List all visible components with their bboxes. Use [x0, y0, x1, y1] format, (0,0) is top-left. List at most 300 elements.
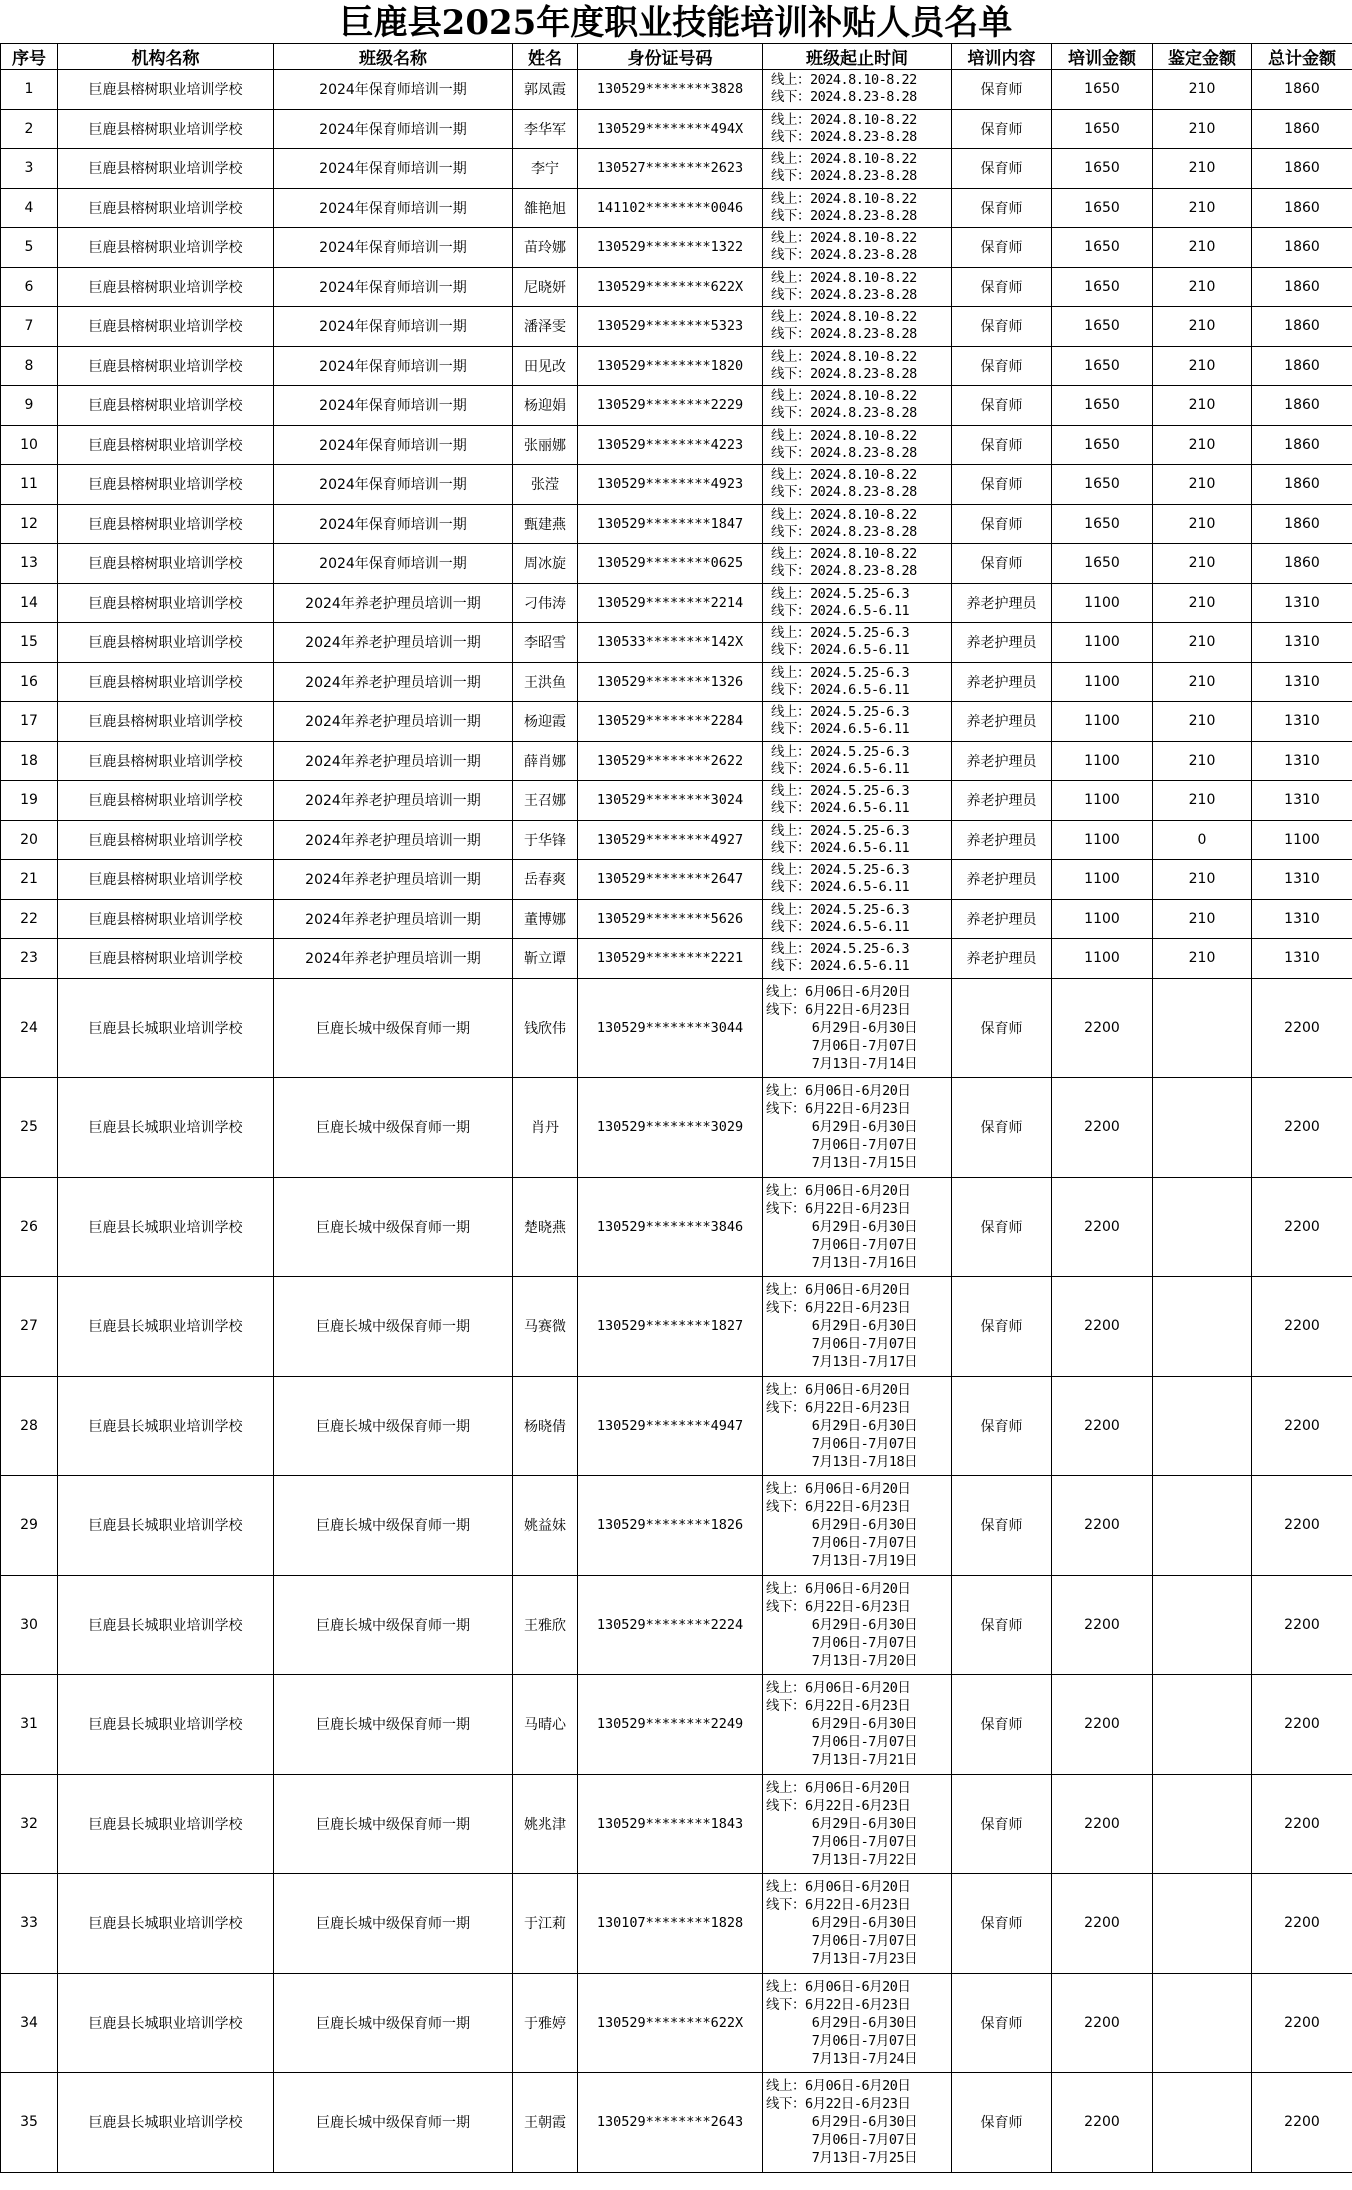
row-number: 9 [1, 386, 58, 426]
row-number: 7 [1, 307, 58, 347]
training-amount: 2200 [1052, 1774, 1153, 1874]
training-amount: 1650 [1052, 109, 1153, 149]
training-amount: 1100 [1052, 662, 1153, 702]
total-amount: 1860 [1252, 109, 1352, 149]
class-period: 线上：6月06日-6月20日 线下：6月22日-6月23日 6月29日-6月30日 7月06日-7月07日 7月13日-7月21日 [763, 1675, 952, 1775]
institution-name: 巨鹿县榕树职业培训学校 [58, 623, 274, 663]
id-number: 130529********2622 [578, 741, 763, 781]
class-period: 线上：2024.8.10-8.22 线下：2024.8.23-8.28 [763, 544, 952, 584]
total-amount: 1860 [1252, 504, 1352, 544]
row-number: 6 [1, 267, 58, 307]
table-row [1, 386, 1352, 426]
appraisal-amount: 210 [1153, 149, 1252, 189]
row-number: 31 [1, 1675, 58, 1775]
total-amount: 1860 [1252, 70, 1352, 110]
appraisal-amount: 210 [1153, 188, 1252, 228]
appraisal-amount: 210 [1153, 465, 1252, 505]
table-row [1, 899, 1352, 939]
appraisal-amount: 210 [1153, 741, 1252, 781]
appraisal-amount: 210 [1153, 70, 1252, 110]
training-amount: 1650 [1052, 228, 1153, 268]
training-content: 保育师 [952, 1177, 1052, 1277]
class-name: 2024年保育师培训一期 [274, 70, 513, 110]
col-header-org: 机构名称 [58, 44, 274, 70]
training-amount: 2200 [1052, 978, 1153, 1078]
training-content: 养老护理员 [952, 860, 1052, 900]
table-row [1, 583, 1352, 623]
training-amount: 1650 [1052, 188, 1153, 228]
appraisal-amount [1153, 1973, 1252, 2073]
class-name: 2024年养老护理员培训一期 [274, 820, 513, 860]
class-name: 2024年保育师培训一期 [274, 544, 513, 584]
class-period: 线上：6月06日-6月20日 线下：6月22日-6月23日 6月29日-6月30日 7月06日-7月07日 7月13日-7月14日 [763, 978, 952, 1078]
training-content: 保育师 [952, 267, 1052, 307]
col-header-no: 序号 [1, 44, 58, 70]
training-amount: 2200 [1052, 1973, 1153, 2073]
total-amount: 1100 [1252, 820, 1352, 860]
training-content: 保育师 [952, 978, 1052, 1078]
total-amount: 1310 [1252, 939, 1352, 979]
table-row [1, 1277, 1352, 1377]
trainee-name: 李宁 [513, 149, 578, 189]
row-number: 5 [1, 228, 58, 268]
row-number: 34 [1, 1973, 58, 2073]
total-amount: 2200 [1252, 1476, 1352, 1576]
appraisal-amount [1153, 1177, 1252, 1277]
class-name: 2024年养老护理员培训一期 [274, 860, 513, 900]
training-content: 养老护理员 [952, 583, 1052, 623]
training-content: 保育师 [952, 307, 1052, 347]
class-period: 线上：6月06日-6月20日 线下：6月22日-6月23日 6月29日-6月30日 7月06日-7月07日 7月13日-7月17日 [763, 1277, 952, 1377]
trainee-name: 郭凤霞 [513, 70, 578, 110]
class-period: 线上：6月06日-6月20日 线下：6月22日-6月23日 6月29日-6月30日 7月06日-7月07日 7月13日-7月24日 [763, 1973, 952, 2073]
training-amount: 2200 [1052, 1277, 1153, 1377]
institution-name: 巨鹿县榕树职业培训学校 [58, 860, 274, 900]
trainee-name: 雒艳旭 [513, 188, 578, 228]
training-content: 保育师 [952, 1376, 1052, 1476]
table-row [1, 1874, 1352, 1974]
id-number: 141102********0046 [578, 188, 763, 228]
class-period: 线上：2024.5.25-6.3 线下：2024.6.5-6.11 [763, 860, 952, 900]
row-number: 22 [1, 899, 58, 939]
appraisal-amount: 210 [1153, 860, 1252, 900]
training-amount: 1650 [1052, 465, 1153, 505]
total-amount: 1860 [1252, 465, 1352, 505]
training-content: 养老护理员 [952, 781, 1052, 821]
class-period: 线上：6月06日-6月20日 线下：6月22日-6月23日 6月29日-6月30日 7月06日-7月07日 7月13日-7月18日 [763, 1376, 952, 1476]
training-content: 保育师 [952, 1078, 1052, 1178]
training-amount: 2200 [1052, 1575, 1153, 1675]
class-period: 线上：2024.8.10-8.22 线下：2024.8.23-8.28 [763, 149, 952, 189]
institution-name: 巨鹿县长城职业培训学校 [58, 1675, 274, 1775]
institution-name: 巨鹿县榕树职业培训学校 [58, 544, 274, 584]
institution-name: 巨鹿县榕树职业培训学校 [58, 702, 274, 742]
class-period: 线上：2024.5.25-6.3 线下：2024.6.5-6.11 [763, 741, 952, 781]
training-content: 保育师 [952, 188, 1052, 228]
training-amount: 1100 [1052, 583, 1153, 623]
col-header-class: 班级名称 [274, 44, 513, 70]
trainee-name: 田见改 [513, 346, 578, 386]
trainee-name: 马晴心 [513, 1675, 578, 1775]
total-amount: 1310 [1252, 662, 1352, 702]
id-number: 130107********1828 [578, 1874, 763, 1974]
total-amount: 1860 [1252, 386, 1352, 426]
training-content: 保育师 [952, 504, 1052, 544]
row-number: 19 [1, 781, 58, 821]
id-number: 130529********2221 [578, 939, 763, 979]
class-name: 巨鹿长城中级保育师一期 [274, 1078, 513, 1178]
table-header-row [1, 44, 1352, 70]
row-number: 12 [1, 504, 58, 544]
table-row [1, 1973, 1352, 2073]
class-name: 巨鹿长城中级保育师一期 [274, 1675, 513, 1775]
id-number: 130529********2647 [578, 860, 763, 900]
id-number: 130529********1827 [578, 1277, 763, 1377]
institution-name: 巨鹿县榕树职业培训学校 [58, 267, 274, 307]
id-number: 130529********3846 [578, 1177, 763, 1277]
id-number: 130529********622X [578, 267, 763, 307]
table-row [1, 70, 1352, 110]
institution-name: 巨鹿县榕树职业培训学校 [58, 939, 274, 979]
appraisal-amount: 210 [1153, 544, 1252, 584]
total-amount: 1310 [1252, 781, 1352, 821]
id-number: 130529********2224 [578, 1575, 763, 1675]
trainee-name: 钱欣伟 [513, 978, 578, 1078]
id-number: 130529********5626 [578, 899, 763, 939]
total-amount: 2200 [1252, 1376, 1352, 1476]
training-amount: 1100 [1052, 820, 1153, 860]
training-content: 保育师 [952, 346, 1052, 386]
col-header-period: 班级起止时间 [763, 44, 952, 70]
trainee-name: 李昭雪 [513, 623, 578, 663]
appraisal-amount: 210 [1153, 702, 1252, 742]
training-amount: 1650 [1052, 386, 1153, 426]
col-header-training-amount: 培训金额 [1052, 44, 1153, 70]
trainee-name: 于华锋 [513, 820, 578, 860]
table-row [1, 978, 1352, 1078]
training-amount: 1100 [1052, 702, 1153, 742]
table-row [1, 2073, 1352, 2173]
training-content: 保育师 [952, 425, 1052, 465]
table-row [1, 188, 1352, 228]
class-period: 线上：2024.8.10-8.22 线下：2024.8.23-8.28 [763, 109, 952, 149]
appraisal-amount: 210 [1153, 425, 1252, 465]
training-content: 保育师 [952, 1476, 1052, 1576]
class-name: 巨鹿长城中级保育师一期 [274, 1177, 513, 1277]
table-row [1, 702, 1352, 742]
class-name: 巨鹿长城中级保育师一期 [274, 2073, 513, 2173]
total-amount: 1860 [1252, 425, 1352, 465]
id-number: 130529********2214 [578, 583, 763, 623]
appraisal-amount [1153, 1874, 1252, 1974]
institution-name: 巨鹿县长城职业培训学校 [58, 1376, 274, 1476]
id-number: 130529********622X [578, 1973, 763, 2073]
total-amount: 1310 [1252, 860, 1352, 900]
class-period: 线上：6月06日-6月20日 线下：6月22日-6月23日 6月29日-6月30日 7月06日-7月07日 7月13日-7月15日 [763, 1078, 952, 1178]
total-amount: 1860 [1252, 544, 1352, 584]
institution-name: 巨鹿县榕树职业培训学校 [58, 70, 274, 110]
table-row [1, 1476, 1352, 1576]
appraisal-amount: 210 [1153, 346, 1252, 386]
row-number: 13 [1, 544, 58, 584]
class-name: 巨鹿长城中级保育师一期 [274, 1376, 513, 1476]
appraisal-amount: 210 [1153, 583, 1252, 623]
total-amount: 1860 [1252, 346, 1352, 386]
training-content: 保育师 [952, 1874, 1052, 1974]
training-amount: 1650 [1052, 70, 1153, 110]
institution-name: 巨鹿县榕树职业培训学校 [58, 741, 274, 781]
institution-name: 巨鹿县长城职业培训学校 [58, 1575, 274, 1675]
class-name: 2024年养老护理员培训一期 [274, 662, 513, 702]
row-number: 25 [1, 1078, 58, 1178]
appraisal-amount: 210 [1153, 109, 1252, 149]
total-amount: 1310 [1252, 899, 1352, 939]
table-row [1, 425, 1352, 465]
total-amount: 1310 [1252, 741, 1352, 781]
appraisal-amount: 210 [1153, 662, 1252, 702]
class-period: 线上：2024.5.25-6.3 线下：2024.6.5-6.11 [763, 702, 952, 742]
table-row [1, 465, 1352, 505]
col-header-appraisal-amount: 鉴定金额 [1153, 44, 1252, 70]
table-row [1, 623, 1352, 663]
id-number: 130529********1847 [578, 504, 763, 544]
class-name: 2024年保育师培训一期 [274, 504, 513, 544]
total-amount: 1860 [1252, 188, 1352, 228]
row-number: 35 [1, 2073, 58, 2173]
total-amount: 2200 [1252, 1277, 1352, 1377]
institution-name: 巨鹿县长城职业培训学校 [58, 978, 274, 1078]
trainee-name: 薛肖娜 [513, 741, 578, 781]
training-content: 保育师 [952, 544, 1052, 584]
trainee-name: 杨迎娟 [513, 386, 578, 426]
trainee-name: 王朝霞 [513, 2073, 578, 2173]
training-content: 保育师 [952, 465, 1052, 505]
id-number: 130529********2249 [578, 1675, 763, 1775]
row-number: 24 [1, 978, 58, 1078]
id-number: 130529********1326 [578, 662, 763, 702]
trainee-name: 岳春爽 [513, 860, 578, 900]
appraisal-amount [1153, 1376, 1252, 1476]
trainee-name: 潘泽雯 [513, 307, 578, 347]
training-amount: 1100 [1052, 741, 1153, 781]
training-amount: 1650 [1052, 346, 1153, 386]
id-number: 130529********4923 [578, 465, 763, 505]
id-number: 130529********3828 [578, 70, 763, 110]
id-number: 130529********4223 [578, 425, 763, 465]
training-amount: 1650 [1052, 544, 1153, 584]
row-number: 8 [1, 346, 58, 386]
class-name: 2024年养老护理员培训一期 [274, 781, 513, 821]
training-amount: 2200 [1052, 1376, 1153, 1476]
training-content: 养老护理员 [952, 899, 1052, 939]
row-number: 10 [1, 425, 58, 465]
total-amount: 2200 [1252, 1675, 1352, 1775]
class-name: 2024年养老护理员培训一期 [274, 899, 513, 939]
training-amount: 1650 [1052, 504, 1153, 544]
class-name: 2024年保育师培训一期 [274, 267, 513, 307]
table-row [1, 662, 1352, 702]
id-number: 130529********3029 [578, 1078, 763, 1178]
trainee-name: 王召娜 [513, 781, 578, 821]
class-name: 2024年养老护理员培训一期 [274, 583, 513, 623]
training-content: 养老护理员 [952, 623, 1052, 663]
institution-name: 巨鹿县榕树职业培训学校 [58, 662, 274, 702]
id-number: 130527********2623 [578, 149, 763, 189]
training-amount: 1100 [1052, 860, 1153, 900]
class-period: 线上：2024.5.25-6.3 线下：2024.6.5-6.11 [763, 662, 952, 702]
class-period: 线上：2024.8.10-8.22 线下：2024.8.23-8.28 [763, 465, 952, 505]
class-name: 巨鹿长城中级保育师一期 [274, 1973, 513, 2073]
class-name: 巨鹿长城中级保育师一期 [274, 1277, 513, 1377]
total-amount: 2200 [1252, 1874, 1352, 1974]
class-period: 线上：2024.8.10-8.22 线下：2024.8.23-8.28 [763, 386, 952, 426]
id-number: 130529********0625 [578, 544, 763, 584]
training-content: 养老护理员 [952, 741, 1052, 781]
class-period: 线上：2024.5.25-6.3 线下：2024.6.5-6.11 [763, 623, 952, 663]
table-row [1, 228, 1352, 268]
training-amount: 2200 [1052, 1078, 1153, 1178]
trainee-name: 苗玲娜 [513, 228, 578, 268]
col-header-content: 培训内容 [952, 44, 1052, 70]
table-row [1, 860, 1352, 900]
table-row [1, 504, 1352, 544]
class-name: 巨鹿长城中级保育师一期 [274, 1774, 513, 1874]
institution-name: 巨鹿县榕树职业培训学校 [58, 386, 274, 426]
trainee-name: 尼晓妍 [513, 267, 578, 307]
class-name: 2024年保育师培训一期 [274, 465, 513, 505]
id-number: 130529********5323 [578, 307, 763, 347]
institution-name: 巨鹿县榕树职业培训学校 [58, 504, 274, 544]
row-number: 2 [1, 109, 58, 149]
trainee-name: 王雅欣 [513, 1575, 578, 1675]
training-content: 养老护理员 [952, 820, 1052, 860]
row-number: 1 [1, 70, 58, 110]
training-content: 保育师 [952, 70, 1052, 110]
id-number: 130529********1322 [578, 228, 763, 268]
institution-name: 巨鹿县长城职业培训学校 [58, 1177, 274, 1277]
class-period: 线上：2024.8.10-8.22 线下：2024.8.23-8.28 [763, 188, 952, 228]
id-number: 130529********3044 [578, 978, 763, 1078]
training-content: 保育师 [952, 109, 1052, 149]
training-content: 养老护理员 [952, 662, 1052, 702]
institution-name: 巨鹿县长城职业培训学校 [58, 1973, 274, 2073]
appraisal-amount: 210 [1153, 899, 1252, 939]
institution-name: 巨鹿县长城职业培训学校 [58, 1874, 274, 1974]
appraisal-amount: 210 [1153, 781, 1252, 821]
class-name: 巨鹿长城中级保育师一期 [274, 978, 513, 1078]
class-period: 线上：2024.8.10-8.22 线下：2024.8.23-8.28 [763, 504, 952, 544]
col-header-total-amount: 总计金额 [1252, 44, 1352, 70]
table-row [1, 307, 1352, 347]
row-number: 21 [1, 860, 58, 900]
row-number: 28 [1, 1376, 58, 1476]
class-name: 2024年保育师培训一期 [274, 149, 513, 189]
institution-name: 巨鹿县榕树职业培训学校 [58, 465, 274, 505]
training-content: 养老护理员 [952, 702, 1052, 742]
trainee-name: 肖丹 [513, 1078, 578, 1178]
appraisal-amount [1153, 1078, 1252, 1178]
trainee-name: 张滢 [513, 465, 578, 505]
institution-name: 巨鹿县榕树职业培训学校 [58, 899, 274, 939]
class-period: 线上：6月06日-6月20日 线下：6月22日-6月23日 6月29日-6月30日 7月06日-7月07日 7月13日-7月23日 [763, 1874, 952, 1974]
row-number: 27 [1, 1277, 58, 1377]
trainee-name: 李华军 [513, 109, 578, 149]
row-number: 16 [1, 662, 58, 702]
total-amount: 2200 [1252, 1973, 1352, 2073]
trainee-name: 周冰旋 [513, 544, 578, 584]
training-content: 保育师 [952, 2073, 1052, 2173]
class-period: 线上：2024.8.10-8.22 线下：2024.8.23-8.28 [763, 307, 952, 347]
class-name: 2024年养老护理员培训一期 [274, 623, 513, 663]
id-number: 130529********1826 [578, 1476, 763, 1576]
training-amount: 1100 [1052, 623, 1153, 663]
class-name: 2024年保育师培训一期 [274, 109, 513, 149]
class-period: 线上：6月06日-6月20日 线下：6月22日-6月23日 6月29日-6月30日 7月06日-7月07日 7月13日-7月25日 [763, 2073, 952, 2173]
appraisal-amount [1153, 1277, 1252, 1377]
id-number: 130529********2229 [578, 386, 763, 426]
table-row [1, 1675, 1352, 1775]
appraisal-amount [1153, 978, 1252, 1078]
class-period: 线上：2024.8.10-8.22 线下：2024.8.23-8.28 [763, 267, 952, 307]
training-amount: 1100 [1052, 939, 1153, 979]
total-amount: 2200 [1252, 1078, 1352, 1178]
class-name: 2024年保育师培训一期 [274, 307, 513, 347]
id-number: 130529********494X [578, 109, 763, 149]
row-number: 14 [1, 583, 58, 623]
total-amount: 2200 [1252, 1177, 1352, 1277]
row-number: 11 [1, 465, 58, 505]
total-amount: 1860 [1252, 307, 1352, 347]
class-period: 线上：6月06日-6月20日 线下：6月22日-6月23日 6月29日-6月30日 7月06日-7月07日 7月13日-7月20日 [763, 1575, 952, 1675]
training-content: 保育师 [952, 1973, 1052, 2073]
id-number: 130529********4927 [578, 820, 763, 860]
table-row [1, 781, 1352, 821]
col-header-name: 姓名 [513, 44, 578, 70]
total-amount: 1860 [1252, 228, 1352, 268]
total-amount: 1310 [1252, 583, 1352, 623]
training-amount: 1650 [1052, 149, 1153, 189]
row-number: 4 [1, 188, 58, 228]
trainee-name: 于雅婷 [513, 1973, 578, 2073]
institution-name: 巨鹿县榕树职业培训学校 [58, 307, 274, 347]
class-period: 线上：6月06日-6月20日 线下：6月22日-6月23日 6月29日-6月30日 7月06日-7月07日 7月13日-7月19日 [763, 1476, 952, 1576]
trainee-name: 张丽娜 [513, 425, 578, 465]
appraisal-amount [1153, 1774, 1252, 1874]
total-amount: 2200 [1252, 978, 1352, 1078]
table-row [1, 1376, 1352, 1476]
row-number: 15 [1, 623, 58, 663]
institution-name: 巨鹿县榕树职业培训学校 [58, 188, 274, 228]
appraisal-amount: 210 [1153, 386, 1252, 426]
class-period: 线上：2024.5.25-6.3 线下：2024.6.5-6.11 [763, 899, 952, 939]
table-row [1, 109, 1352, 149]
trainee-name: 于江莉 [513, 1874, 578, 1974]
row-number: 29 [1, 1476, 58, 1576]
class-period: 线上：2024.8.10-8.22 线下：2024.8.23-8.28 [763, 346, 952, 386]
appraisal-amount: 210 [1153, 623, 1252, 663]
page-title: 巨鹿县2025年度职业技能培训补贴人员名单 [339, 3, 1013, 43]
training-content: 保育师 [952, 1675, 1052, 1775]
institution-name: 巨鹿县榕树职业培训学校 [58, 820, 274, 860]
subsidy-table [0, 43, 1352, 2173]
class-period: 线上：6月06日-6月20日 线下：6月22日-6月23日 6月29日-6月30日 7月06日-7月07日 7月13日-7月16日 [763, 1177, 952, 1277]
appraisal-amount: 210 [1153, 939, 1252, 979]
class-name: 2024年保育师培训一期 [274, 228, 513, 268]
trainee-name: 楚晓燕 [513, 1177, 578, 1277]
table-row [1, 149, 1352, 189]
id-number: 130529********4947 [578, 1376, 763, 1476]
institution-name: 巨鹿县榕树职业培训学校 [58, 425, 274, 465]
